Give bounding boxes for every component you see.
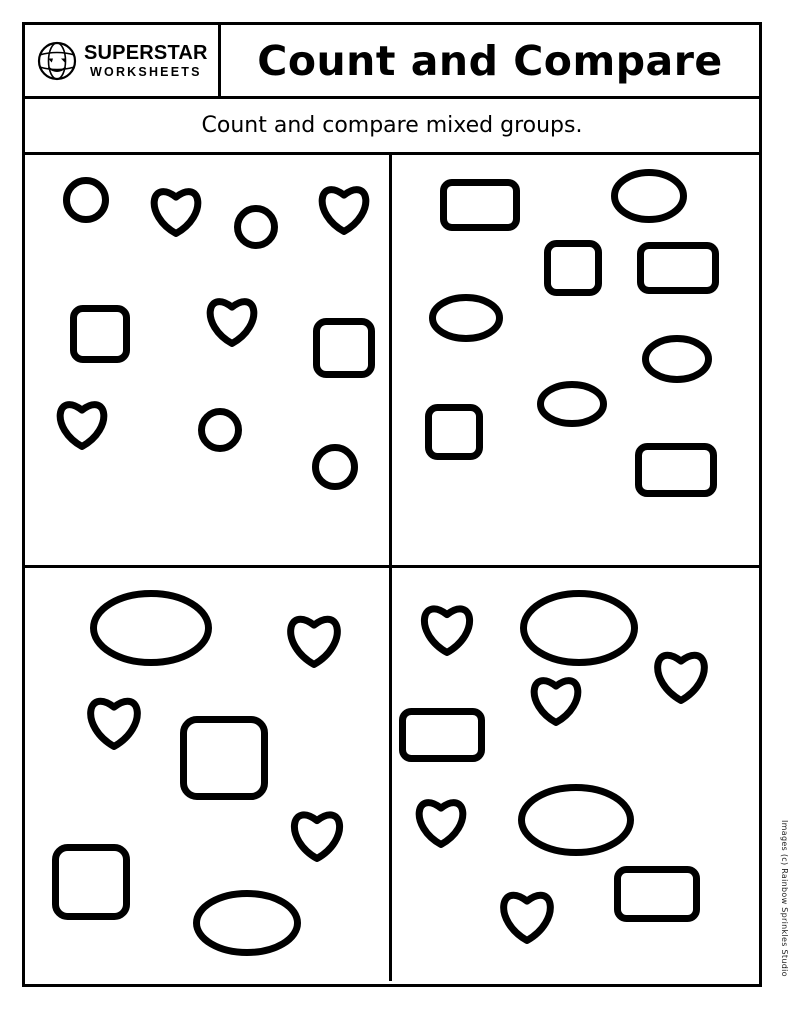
shape-rectangle <box>614 866 700 922</box>
shape-square <box>313 318 375 378</box>
shape-box-top-left <box>25 155 392 568</box>
star-globe-logo-icon <box>37 41 77 81</box>
shape-box-bottom-right <box>392 568 759 981</box>
shape-oval <box>537 381 607 427</box>
shape-boxes-grid <box>25 155 759 981</box>
shape-oval <box>193 890 301 956</box>
shape-square <box>70 305 130 363</box>
shape-rectangle <box>399 708 485 762</box>
brand-block <box>25 25 221 96</box>
page-title: Count and Compare <box>257 36 723 85</box>
shape-oval <box>642 335 712 383</box>
shape-heart <box>527 672 585 726</box>
shape-oval <box>520 590 638 666</box>
brand-line-2: WORKSHEETS <box>90 64 202 79</box>
shape-square <box>544 240 602 296</box>
shape-circle <box>63 177 109 223</box>
shape-box-top-right <box>392 155 759 568</box>
shape-heart <box>203 293 261 347</box>
shape-heart <box>315 181 373 235</box>
shape-heart <box>496 886 558 944</box>
shape-square <box>425 404 483 460</box>
shape-oval <box>611 169 687 223</box>
brand-wordmark <box>84 43 208 79</box>
shape-heart <box>417 600 477 656</box>
shape-circle <box>312 444 358 490</box>
shape-square <box>180 716 268 800</box>
shape-heart <box>412 794 470 848</box>
shape-heart <box>287 806 347 862</box>
shape-oval <box>90 590 212 666</box>
shape-oval <box>518 784 634 856</box>
worksheet-sheet <box>22 22 762 987</box>
shape-heart <box>147 183 205 237</box>
shape-heart <box>83 692 145 750</box>
shape-heart <box>283 610 345 668</box>
shape-heart <box>53 396 111 450</box>
shape-oval <box>429 294 503 342</box>
shape-circle <box>198 408 242 452</box>
shape-square <box>52 844 130 920</box>
shape-rectangle <box>440 179 520 231</box>
shape-box-bottom-left <box>25 568 392 981</box>
credit-text: Images (c) Rainbow Sprinkles Studio <box>780 820 789 977</box>
instruction-text: Count and compare mixed groups. <box>25 99 759 155</box>
shape-rectangle <box>635 443 717 497</box>
shape-circle <box>234 205 278 249</box>
shape-heart <box>650 646 712 704</box>
worksheet-header <box>25 25 759 99</box>
shape-rectangle <box>637 242 719 294</box>
brand-line-1: SUPERSTAR <box>84 41 208 64</box>
